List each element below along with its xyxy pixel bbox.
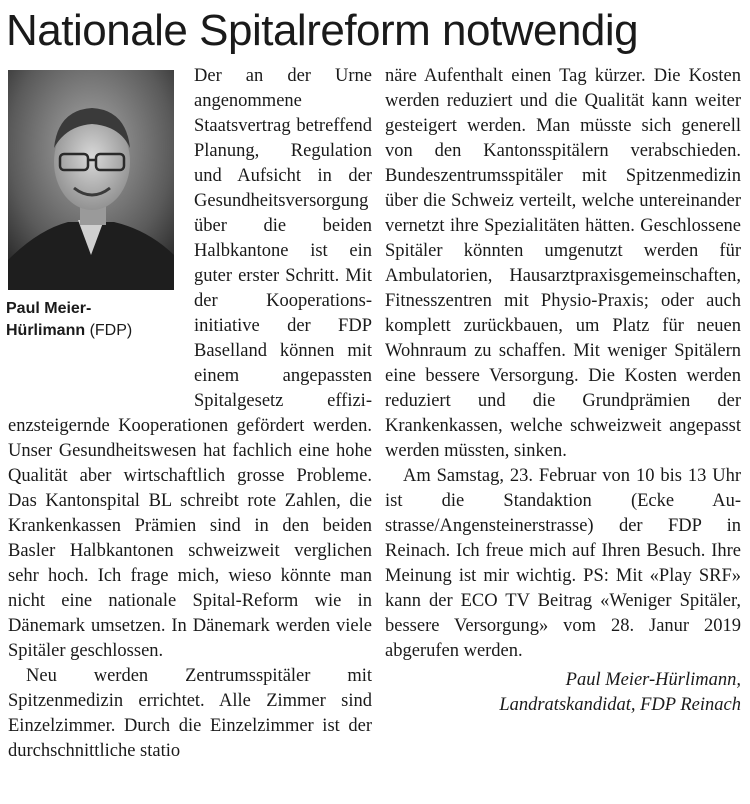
caption-party: (FDP) — [89, 322, 133, 339]
caption-name-line1: Paul Meier- — [6, 300, 92, 317]
paragraph: Neu werden Zentrumsspitäler mit Spitzenmedizin errichtet. Alle Zimmer sind Einzelzimmer. Durch die Einzelzimmer ist der durchschnittliche statio — [8, 666, 372, 761]
article-column-right — [385, 64, 741, 718]
caption-name-line2: Hürlimann — [6, 322, 86, 339]
article-column-left — [8, 64, 372, 764]
portrait-photo-icon — [8, 70, 174, 290]
paragraph: näre Aufenthalt einen Tag kürzer. Die Kosten werden reduziert und die Qualität kann weiter gesteigert werden. Man müsste sich generell von den Kantonsspitälern verabschieden. Bundeszentrumsspitäler mit Spitzenmedizin über die Schweiz verteilt, welche untereinander vernetzt ihre Spezialitäten hätten. Geschlossene Spitäler könnten umgenutzt werden für Ambulatorien, Hausarztpraxisgemeinschaften, Fitnesszentren mit Physio-Praxis; oder auch komplett zurückbauen, um Platz für neuen Wohnraum zu schaffen. Mit weniger Spitälern eine bessere Versorgung. Die Kosten werden reduziert und die Grundprämien der Krankenkassen, welche schweizweit angepasst werden müssten, sinken. — [385, 66, 741, 461]
signature-title: Landratskandidat, FDP Reinach — [499, 695, 741, 715]
photo-caption — [6, 298, 182, 342]
headline: Nationale Spitalreform notwendig — [6, 6, 639, 55]
portrait-photo — [8, 70, 174, 290]
signature — [385, 668, 741, 718]
paragraph: Am Samstag, 23. Februar von 10 bis 13 Uhr ist die Standaktion (Ecke Austrasse/Angensteinerstrasse) der FDP in Reinach. Ich freue mich auf Ihren Besuch. Ihre Meinung ist mir wichtig. PS: Mit «Play SRF» kann der ECO TV Beitrag «Weniger Spitäler, bessere Versorgung» vom 28. Janur 2019 abgerufen werden. — [385, 466, 741, 661]
paragraph: Der an der Urne angenommene Staatsvertrag betreffend Planung, Regulation und Aufsicht in der Gesundheitsversorgung über die beiden Halbkantone ist ein guter erster Schritt. Mit der Kooperationsinitiative der FDP Baselland können mit einem angepassten Spitalgesetz effizienzsteigernde Kooperationen gefördert werden. Unser Gesundheitswesen hat fachlich eine hohe Qualität aber wirtschaftlich grosse Probleme. Das Kantonspital BL schreibt rote Zahlen, die Krankenkassen Prämien sind in den beiden Basler Halbkantonen schweizweit verglichen sehr hoch. Ich frage mich, wieso könnte man nicht eine nationale Spital-Reform wie in Dänemark umsetzen. In Dänemark werden viele Spitäler geschlossen. — [8, 66, 372, 661]
portrait-box — [0, 64, 182, 394]
signature-name: Paul Meier-Hürlimann, — [565, 670, 741, 690]
